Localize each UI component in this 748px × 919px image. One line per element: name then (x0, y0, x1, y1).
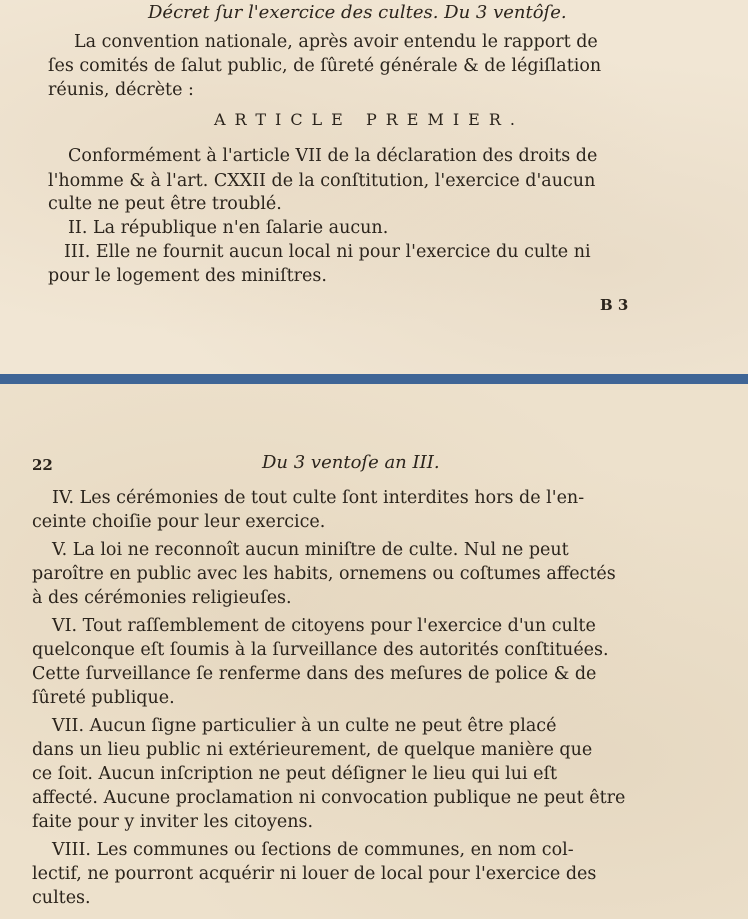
article-6-line: quelconque eſt ſoumis à la ſurveillance des autorités conſtituées. (32, 640, 609, 660)
signature-mark: B 3 (600, 296, 629, 314)
article-4-line: IV. Les cérémonies de tout culte ſont interdites hors de l'en- (52, 488, 585, 508)
article-heading: ARTICLE PREMIER. (214, 110, 524, 129)
article-7-line: VII. Aucun ſigne particulier à un culte ne peut être placé (52, 716, 557, 736)
article-7-line: faite pour y inviter les citoyens. (32, 812, 314, 832)
article-2: II. La république n'en ſalarie aucun. (68, 218, 389, 238)
article-8-line: VIII. Les communes ou ſections de communes, en nom col- (52, 840, 574, 860)
article-3-line: pour le logement des miniſtres. (48, 266, 327, 286)
page-number: 22 (32, 456, 53, 474)
article-6-line: VI. Tout raſſemblement de citoyens pour l'exercice d'un culte (52, 616, 596, 636)
decree-title: Décret ſur l'exercice des cultes. Du 3 ventôſe. (148, 2, 567, 23)
page-top (0, 0, 748, 374)
running-head: Du 3 ventoſe an III. (262, 452, 440, 473)
page-divider (0, 374, 748, 384)
article-8-line: lectif, ne pourront acquérir ni louer de local pour l'exercice des (32, 864, 597, 884)
article-5-line: V. La loi ne reconnoît aucun miniſtre de culte. Nul ne peut (52, 540, 569, 560)
article-5-line: à des cérémonies religieuſes. (32, 588, 292, 608)
article-3-line: III. Elle ne fournit aucun local ni pour l'exercice du culte ni (64, 242, 591, 262)
article-4-line: ceinte choiſie pour leur exercice. (32, 512, 326, 532)
article-6-line: ſûreté publique. (32, 688, 175, 708)
article-6-line: Cette ſurveillance ſe renferme dans des meſures de police & de (32, 664, 597, 684)
article-8-line: cultes. (32, 888, 91, 908)
article-7-line: affecté. Aucune proclamation ni convocation publique ne peut être (32, 788, 626, 808)
article-5-line: paroître en public avec les habits, ornemens ou coſtumes affectés (32, 564, 616, 584)
article-1-line: culte ne peut être troublé. (48, 194, 282, 214)
preamble-line: réunis, décrète : (48, 80, 194, 100)
page-bottom (0, 384, 748, 919)
article-7-line: ce ſoit. Aucun inſcription ne peut déſigner le lieu qui lui eſt (32, 764, 558, 784)
preamble-line: La convention nationale, après avoir entendu le rapport de (74, 32, 598, 52)
article-7-line: dans un lieu public ni extérieurement, de quelque manière que (32, 740, 593, 760)
article-1-line: Conformément à l'article VII de la déclaration des droits de (68, 146, 598, 166)
article-1-line: l'homme & à l'art. CXXII de la conſtitution, l'exercice d'aucun (48, 171, 596, 191)
preamble-line: ſes comités de ſalut public, de ſûreté générale & de légiſlation (48, 56, 602, 76)
